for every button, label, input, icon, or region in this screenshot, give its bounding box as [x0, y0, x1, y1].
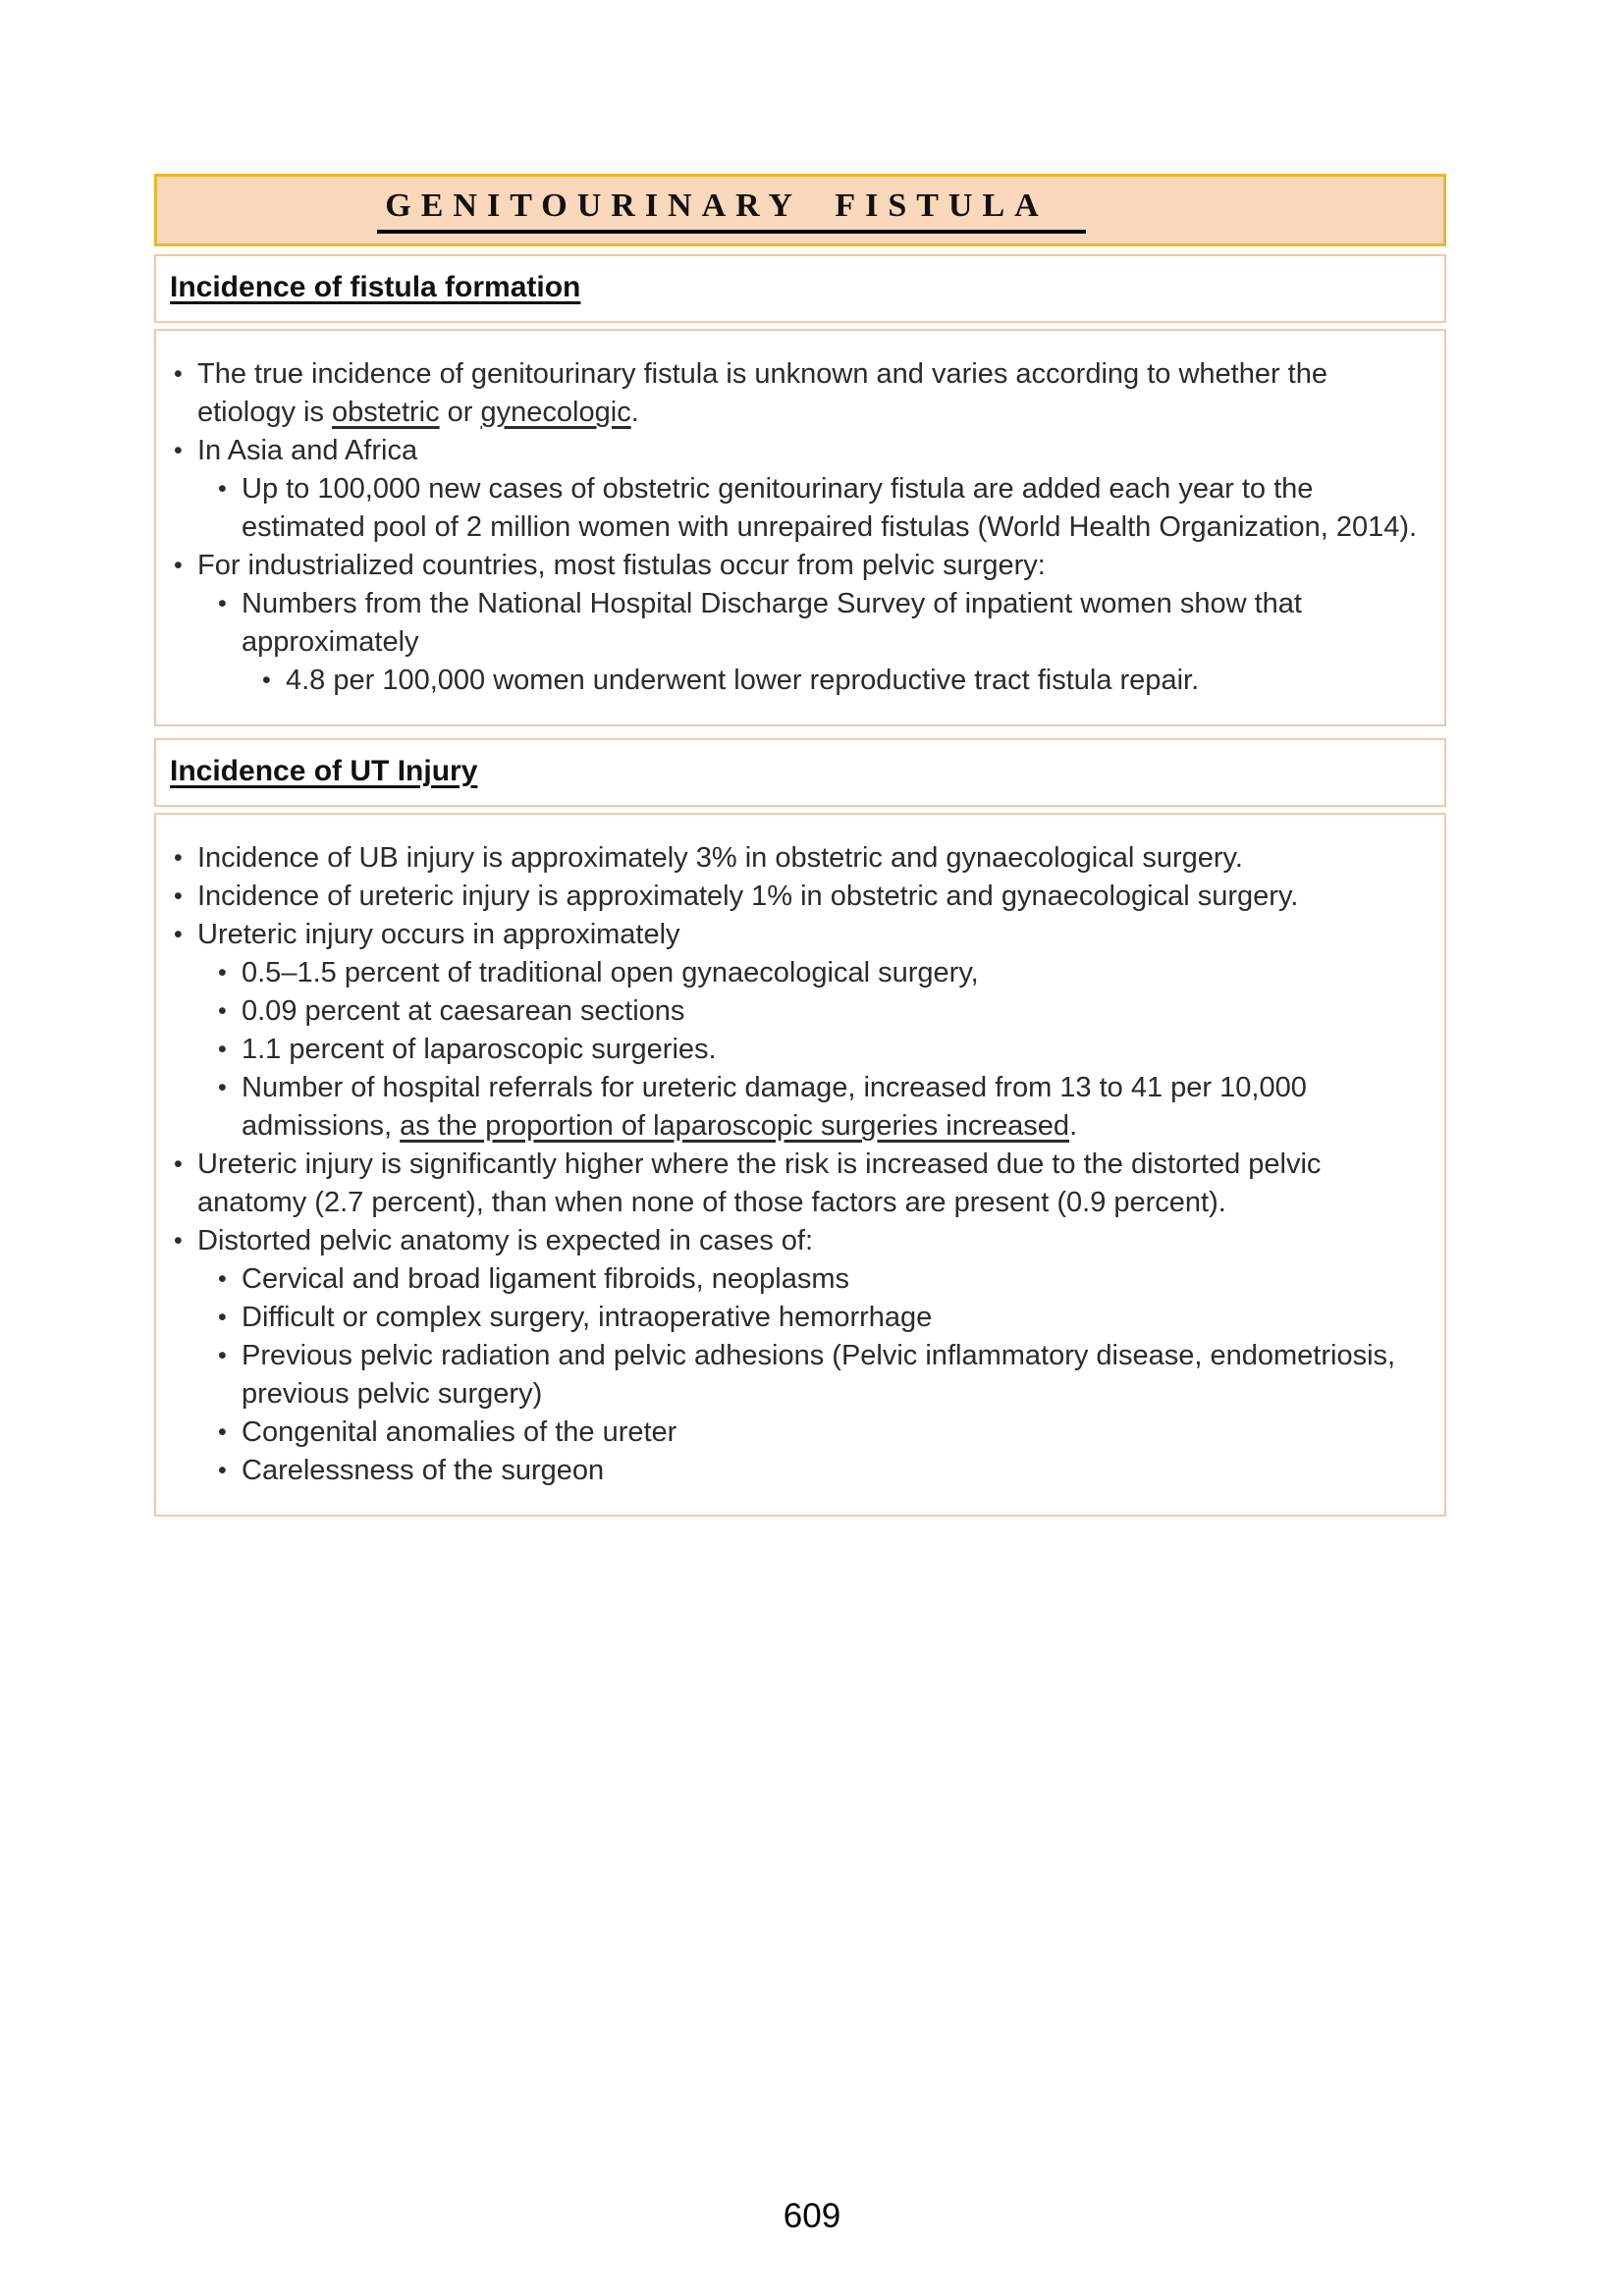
bullet-icon: • [174, 552, 183, 579]
bullet-text: 1.1 percent of laparoscopic surgeries. [242, 1034, 717, 1065]
bullet-text: Congenital anomalies of the ureter [242, 1416, 677, 1448]
section-1-content-box [154, 329, 1446, 726]
bullet-item [174, 916, 1421, 954]
bullet-text: Ureteric injury occurs in approximately [197, 919, 680, 950]
bullet-text [242, 1069, 1421, 1146]
bullet-text-part: . [1069, 1110, 1078, 1142]
bullet-icon: • [218, 590, 227, 617]
document-body [154, 174, 1446, 1528]
bullet-icon: • [218, 1074, 227, 1101]
bullet-text: 0.5–1.5 percent of traditional open gynaecological surgery, [242, 957, 979, 988]
bullet-icon: • [174, 921, 183, 948]
bullet-text [197, 355, 1385, 432]
bullet-text: Incidence of ureteric injury is approximately 1% in obstetric and gynaecological surgery. [197, 881, 1299, 912]
bullet-text: 0.09 percent at caesarean sections [242, 995, 685, 1027]
bullet-text: Carelessness of the surgeon [242, 1455, 605, 1486]
bullet-item [262, 662, 1421, 700]
bullet-icon: • [174, 1227, 183, 1255]
section-2-heading: Incidence of UT Injury [170, 755, 478, 787]
bullet-item [218, 1031, 1421, 1069]
bullet-icon: • [218, 997, 227, 1025]
bullet-icon: • [218, 1342, 227, 1369]
bullet-text: 4.8 per 100,000 women underwent lower reproductive tract fistula repair. [286, 665, 1200, 696]
bullet-text: Cervical and broad ligament fibroids, neoplasms [242, 1263, 849, 1295]
bullet-text-part: or [439, 397, 481, 428]
section-1-heading: Incidence of fistula formation [170, 271, 581, 303]
bullet-item [218, 1069, 1421, 1146]
bullet-item [174, 355, 1421, 432]
bullet-icon: • [218, 959, 227, 987]
section-2-content-box [154, 813, 1446, 1517]
section-2-heading-box [154, 738, 1446, 807]
bullet-icon: • [174, 437, 183, 464]
bullet-text: Incidence of UB injury is approximately 3% in obstetric and gynaecological surgery. [197, 842, 1243, 874]
underlined-term: obstetric [332, 397, 440, 428]
bullet-item [218, 1260, 1421, 1299]
bullet-icon: • [218, 475, 227, 503]
bullet-text: Difficult or complex surgery, intraoperative hemorrhage [242, 1302, 933, 1333]
bullet-text: Previous pelvic radiation and pelvic adhesions (Pelvic inflammatory disease, endometriosis, previous pelvic surgery) [242, 1340, 1396, 1410]
bullet-icon: • [218, 1265, 227, 1293]
bullet-text: Up to 100,000 new cases of obstetric genitourinary fistula are added each year to the estimated pool of 2 million women with unrepaired fistulas (World Health Organization, 2014). [242, 473, 1418, 543]
bullet-text-part: The true incidence of genitourinary fistula is unknown and varies according to whether the etiology is [197, 358, 1327, 428]
section-1-heading-box [154, 254, 1446, 323]
bullet-icon: • [174, 360, 183, 388]
bullet-icon: • [174, 1150, 183, 1178]
bullet-icon: • [218, 1457, 227, 1484]
bullet-icon: • [174, 844, 183, 872]
bullet-item [218, 470, 1421, 547]
underlined-term: gynecologic [480, 397, 631, 428]
bullet-text-part: Number of hospital referrals for ureteric damage, increased from 13 to 41 per 10,000 admissions, [242, 1072, 1307, 1142]
bullet-text: Distorted pelvic anatomy is expected in cases of: [197, 1225, 814, 1256]
bullet-item [174, 1146, 1421, 1222]
bullet-icon: • [218, 1304, 227, 1331]
bullet-item [174, 432, 1421, 470]
bullet-item [218, 1414, 1421, 1452]
bullet-text: Numbers from the National Hospital Discharge Survey of inpatient women show that approximately [242, 588, 1302, 658]
page-title: GENITOURINARY FISTULA [377, 187, 1085, 234]
bullet-item [218, 954, 1421, 992]
bullet-icon: • [262, 667, 271, 694]
bullet-item [218, 585, 1421, 662]
bullet-text: Ureteric injury is significantly higher where the risk is increased due to the distorted pelvic anatomy (2.7 percent), than when none of those factors are present (0.9 percent). [197, 1148, 1322, 1218]
underlined-phrase: as the proportion of laparoscopic surgeries increased [400, 1110, 1070, 1142]
bullet-text: In Asia and Africa [197, 435, 418, 466]
bullet-icon: • [174, 882, 183, 910]
bullet-icon: • [218, 1418, 227, 1446]
bullet-item [174, 839, 1421, 878]
bullet-text: For industrialized countries, most fistulas occur from pelvic surgery: [197, 550, 1046, 581]
bullet-item [174, 547, 1421, 585]
bullet-item [174, 878, 1421, 916]
page-number: 609 [783, 2197, 841, 2235]
bullet-text-part: . [630, 397, 639, 428]
title-banner [154, 174, 1446, 246]
bullet-item [218, 1299, 1421, 1337]
bullet-item [218, 992, 1421, 1031]
bullet-icon: • [218, 1036, 227, 1063]
bullet-item [218, 1337, 1421, 1414]
bullet-item [218, 1452, 1421, 1490]
bullet-item [174, 1222, 1421, 1260]
